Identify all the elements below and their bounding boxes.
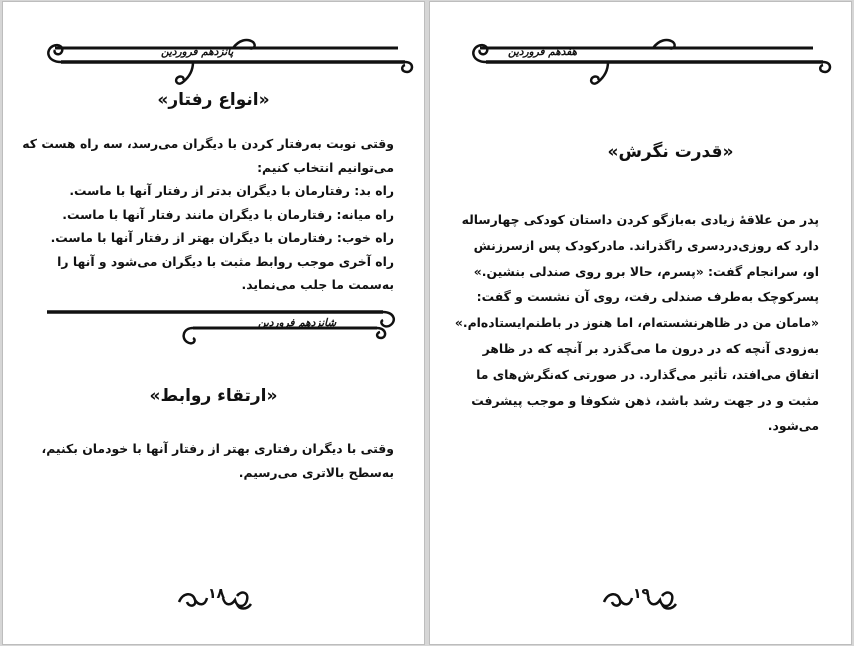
section-title: «انواع رفتار» bbox=[157, 90, 270, 110]
body-line: به‌زودی آنچه که در درون ما می‌گذرد بر آنچه که در ظاهر bbox=[482, 340, 819, 356]
right-page bbox=[430, 2, 851, 644]
body-line: راه خوب: رفتارمان با دیگران بهتر از رفتار آنها با ماست. bbox=[50, 230, 394, 245]
header-ornament bbox=[468, 32, 838, 92]
header-date-label: شانزدهم فروردین bbox=[258, 317, 337, 329]
body-line: می‌شود. bbox=[767, 418, 819, 434]
left-page bbox=[3, 2, 424, 644]
body-line: «مامان من در ظاهرنشسته‌ام، اما هنوز در باطنم‌ایستاده‌ام.» bbox=[454, 315, 819, 331]
page-footer bbox=[600, 580, 680, 614]
body-line: راه آخری موجب روابط مثبت با دیگران می‌شود و آنها را bbox=[57, 253, 394, 269]
page-number: ۱۸ bbox=[208, 586, 226, 602]
section-title: «قدرت نگرش» bbox=[607, 142, 734, 162]
header-banner-top bbox=[468, 32, 838, 92]
body-line: راه بد: رفتارمان با دیگران بدتر از رفتار آنها با ماست. bbox=[69, 183, 394, 198]
body-line: به‌سمت ما جلب می‌نماید. bbox=[241, 277, 394, 292]
section-body bbox=[41, 437, 394, 484]
header-date-label: پانزدهم فروردین bbox=[161, 46, 234, 58]
body-line: راه میانه: رفتارمان با دیگران مانند رفتار آنها با ماست. bbox=[62, 206, 394, 222]
section-body bbox=[22, 132, 394, 297]
body-line: اتفاق می‌افتد، تأثیر می‌گذارد. در صورتی که‌نگرش‌های ما bbox=[476, 366, 819, 382]
body-line: پدر من علاقهٔ زیادی به‌بازگو کردن داستان کودکی چهارساله bbox=[461, 212, 819, 227]
page-footer bbox=[175, 580, 255, 614]
body-line: وقتی نوبت به‌رفتار کردن با دیگران می‌رسد، سه راه هست که bbox=[22, 136, 394, 151]
page-number: ۱۹ bbox=[633, 586, 651, 602]
body-line: پسرکوچک به‌طرف صندلی رفت، روی آن نشست و گفت: bbox=[476, 289, 819, 305]
header-banner-middle bbox=[43, 298, 415, 358]
header-date-label: هفدهم فروردین bbox=[508, 46, 578, 58]
body-line: مثبت و در جهت رشد باشد، ذهن شکوفا و موجب پیشرفت bbox=[471, 392, 819, 408]
section-body bbox=[455, 207, 819, 439]
header-ornament bbox=[43, 298, 415, 358]
header-banner-top bbox=[43, 32, 415, 92]
section-title: «ارتقاء روابط» bbox=[149, 386, 278, 406]
body-line: او، سرانجام گفت: «پسرم، حالا برو روی صندلی بنشین.» bbox=[473, 263, 819, 279]
header-ornament bbox=[43, 32, 415, 92]
body-line: وقتی با دیگران رفتاری بهتر از رفتار آنها با خودمان بکنیم، bbox=[41, 441, 394, 456]
body-line: دارد که روزی‌دردسری راگذراند. مادرکودک پس ازسرزنش bbox=[473, 237, 819, 253]
body-line: می‌توانیم انتخاب کنیم: bbox=[257, 159, 394, 175]
body-line: به‌سطح بالاتری می‌رسیم. bbox=[238, 464, 394, 480]
